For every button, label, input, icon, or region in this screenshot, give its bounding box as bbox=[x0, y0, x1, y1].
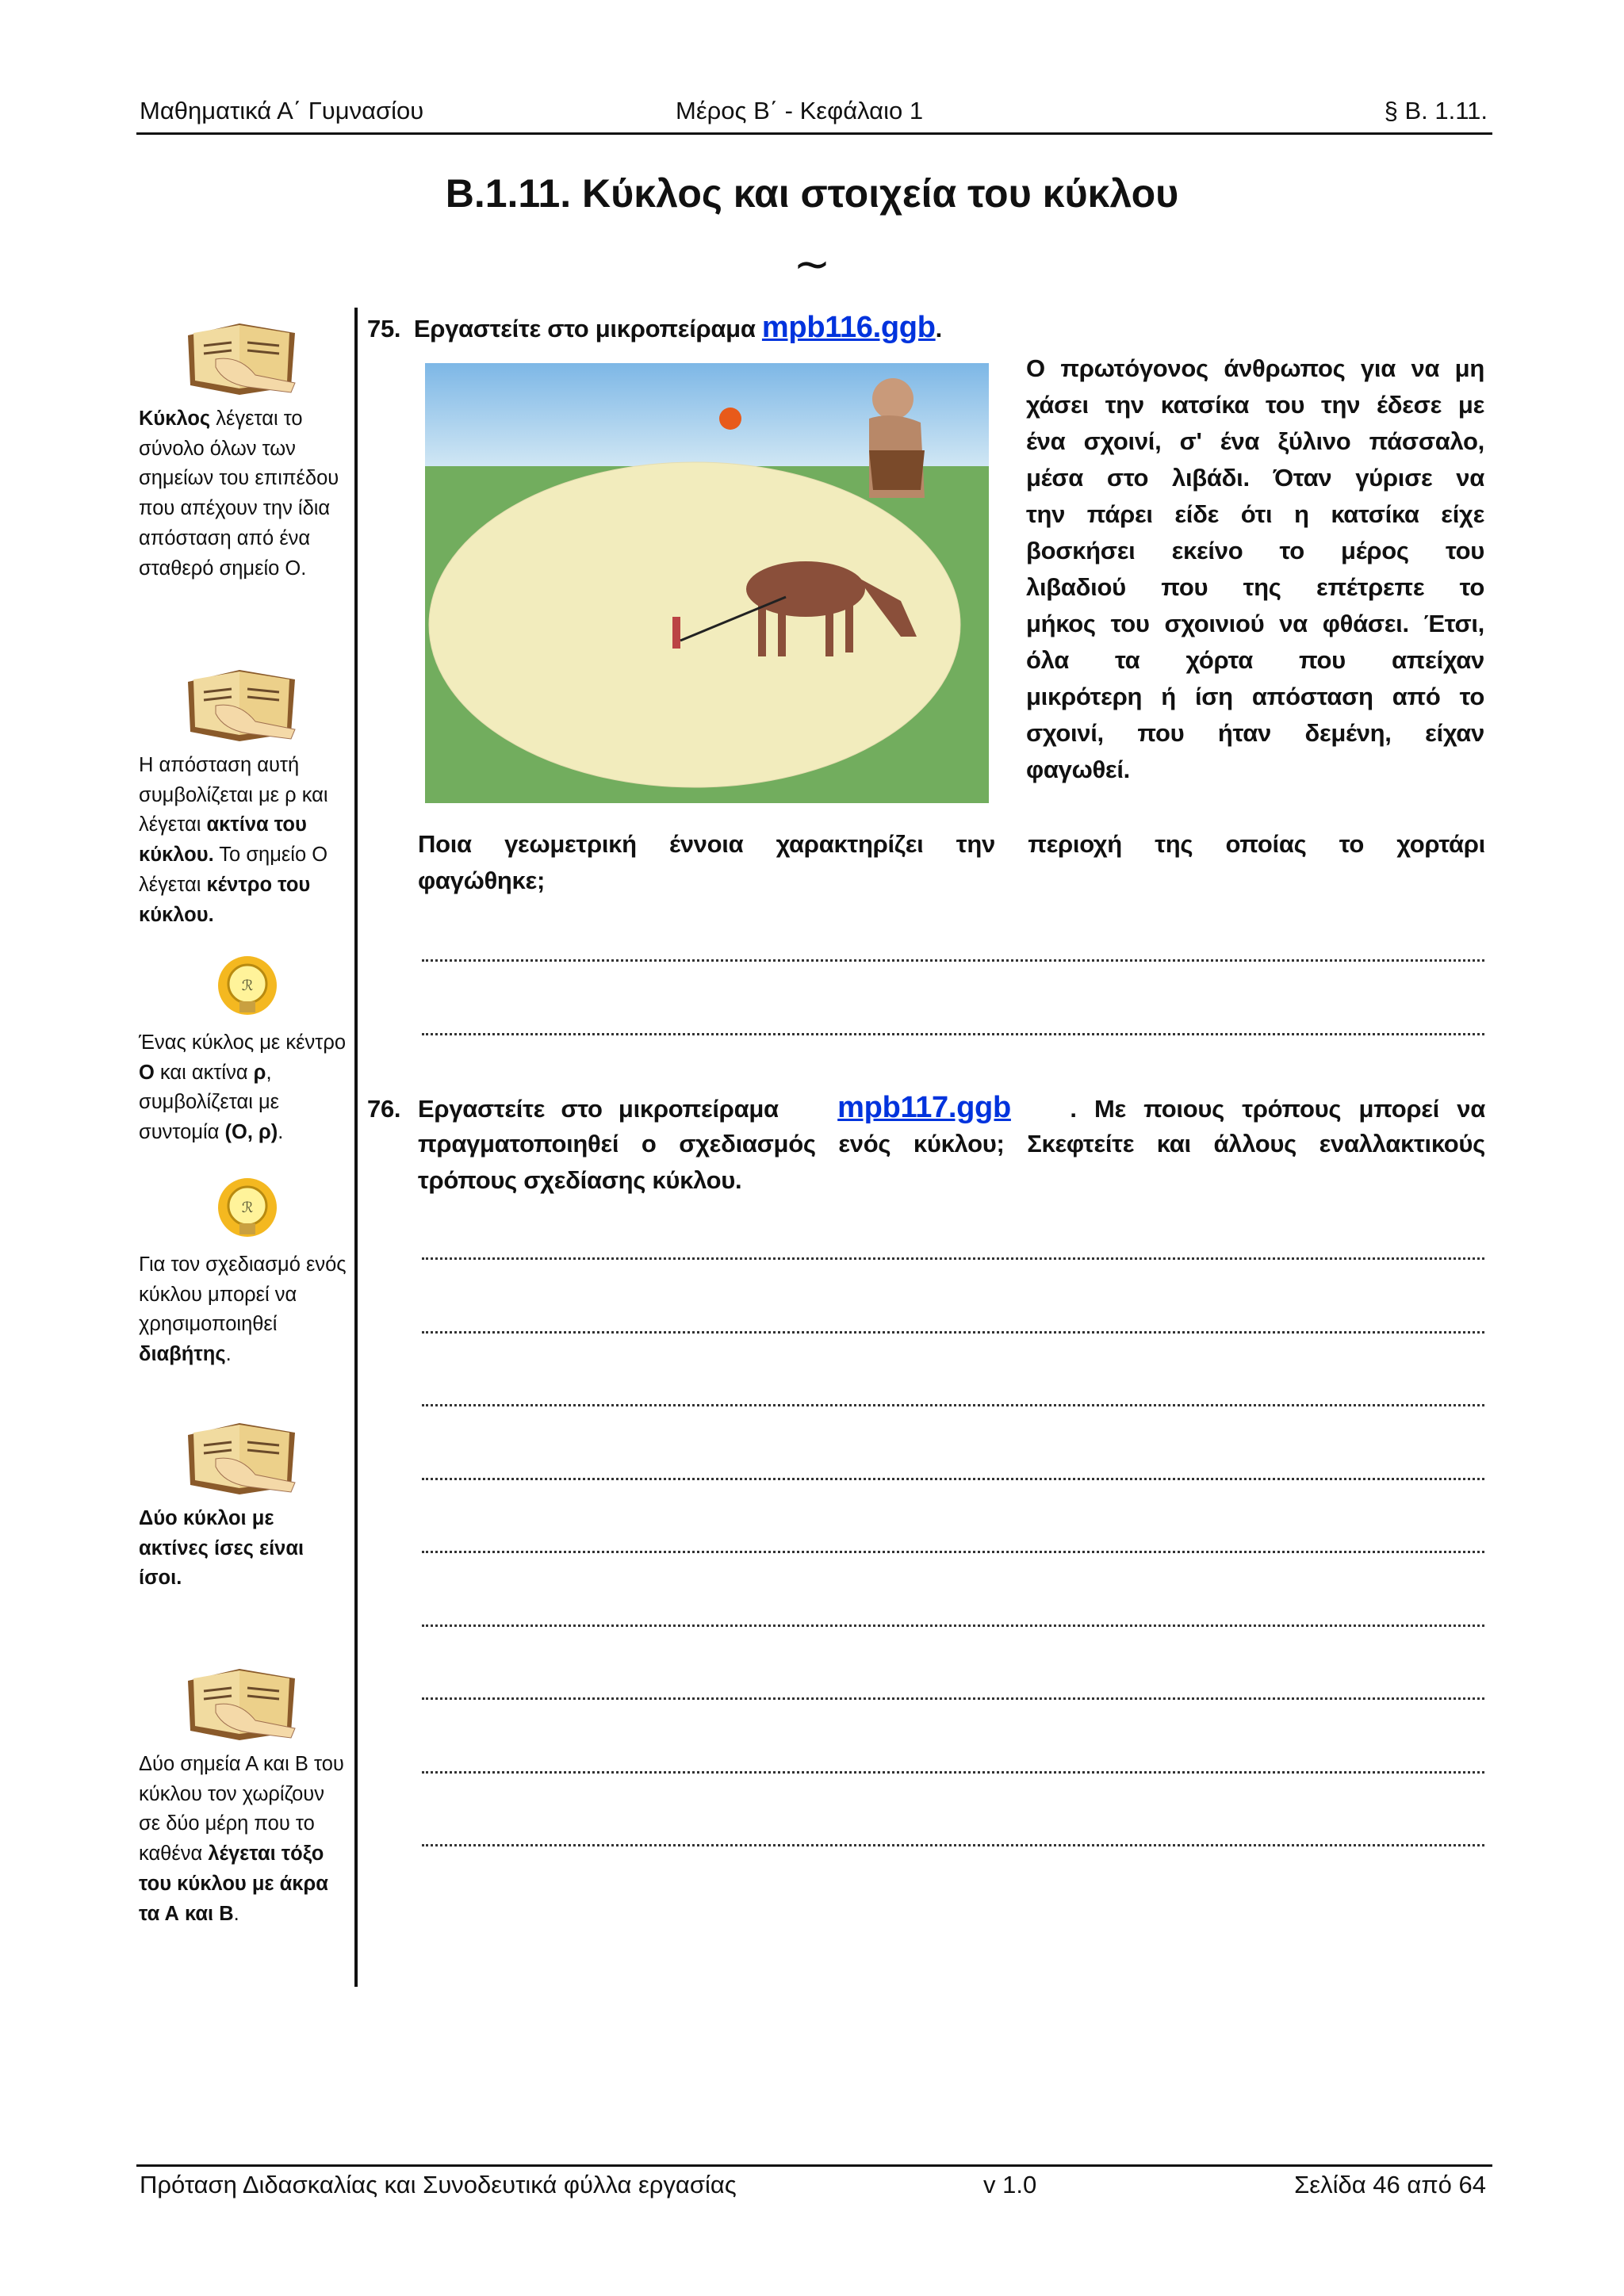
note-bold-text: κέντρο του κύκλου. bbox=[139, 873, 311, 926]
story-line: μικρότερη ή ίση απόσταση από το bbox=[1026, 683, 1484, 710]
story-line: Ο πρωτόγονος άνθρωπος για να μη bbox=[1026, 354, 1484, 382]
story-paragraph bbox=[1026, 350, 1484, 788]
header-left: Μαθηματικά Α΄ Γυμνασίου bbox=[140, 97, 424, 124]
answer-line[interactable] bbox=[422, 1257, 1484, 1260]
footer-rule bbox=[136, 2164, 1492, 2167]
svg-text:ℛ: ℛ bbox=[241, 1200, 254, 1215]
tilde-ornament: ∼ bbox=[793, 239, 831, 289]
sidebar-note bbox=[139, 404, 347, 584]
sidebar-note bbox=[139, 751, 347, 930]
answer-line[interactable] bbox=[422, 959, 1484, 962]
note-text: λέγεται το σύνολο όλων των σημείων του επιπέδου που απέχουν την ίδια απόσταση από ένα σταθερό σημείο Ο. bbox=[139, 408, 339, 580]
note-text: και ακτίνα bbox=[154, 1061, 254, 1084]
question-line: τρόπους σχεδίασης κύκλου. bbox=[418, 1166, 742, 1194]
footer-left: Πρόταση Διδασκαλίας και Συνοδευτικά φύλλα εργασίας bbox=[140, 2171, 737, 2198]
question-line: πραγματοποιηθεί ο σχεδιασμός ενός κύκλου; Σκεφτείτε και άλλους εναλλακτικούς bbox=[418, 1130, 1485, 1158]
eaten-circle bbox=[429, 462, 960, 787]
answer-line[interactable] bbox=[422, 1624, 1484, 1627]
answer-line[interactable] bbox=[422, 1697, 1484, 1700]
note-bold-text: ακτίνα του κύκλου. bbox=[139, 813, 307, 867]
note-text: Η απόσταση αυτή συμβολίζεται με ρ και λέγεται bbox=[139, 754, 328, 836]
stake bbox=[672, 617, 680, 649]
punctuation: . bbox=[935, 315, 942, 342]
sidebar-note bbox=[139, 1250, 347, 1370]
story-line: όλα τα χόρτα που απείχαν bbox=[1026, 646, 1484, 674]
note-bold-text: (Ο, ρ) bbox=[224, 1121, 278, 1144]
story-line: την πάρει είδε ότι η κατσίκα είχε bbox=[1026, 500, 1484, 528]
book-icon bbox=[184, 316, 299, 403]
answer-line[interactable] bbox=[422, 1844, 1484, 1846]
question-text-continued: . Με ποιους τρόπους μπορεί να bbox=[1070, 1095, 1485, 1123]
goat-illustration bbox=[425, 363, 989, 803]
story-line: φαγωθεί. bbox=[1026, 756, 1130, 783]
question-number: 76. bbox=[367, 1095, 401, 1123]
book-icon bbox=[184, 1415, 299, 1502]
header-center: Μέρος Β΄ - Κεφάλαιο 1 bbox=[676, 97, 924, 124]
note-text: Δύο σημεία Α και Β του κύκλου τον χωρίζουν σε δύο μέρη που το καθένα bbox=[139, 1753, 344, 1866]
question-number: 75. bbox=[367, 315, 401, 342]
story-line: λιβαδιού που της επέτρεπε το bbox=[1026, 573, 1484, 601]
lightbulb-icon bbox=[216, 955, 279, 1031]
story-line: ένα σχοινί, σ' ένα ξύλινο πάσσαλο, bbox=[1026, 427, 1484, 455]
question-line: Ποια γεωμετρική έννοια χαρακτηρίζει την περιοχή της οποίας το χορτάρι bbox=[418, 830, 1485, 858]
note-text: . bbox=[278, 1121, 284, 1144]
story-line: βοσκήσει εκείνο το μέρος του bbox=[1026, 537, 1484, 564]
answer-line[interactable] bbox=[422, 1551, 1484, 1553]
answer-line[interactable] bbox=[422, 1478, 1484, 1480]
mpb116-link[interactable]: mpb116.ggb bbox=[761, 311, 936, 344]
question-75-prompt bbox=[418, 826, 1485, 899]
answer-line[interactable] bbox=[422, 1331, 1484, 1334]
sidebar-note bbox=[139, 1028, 347, 1148]
sidebar-note bbox=[139, 1504, 347, 1594]
note-bold-text: λέγεται τόξο του κύκλου με άκρα τα Α και Β bbox=[139, 1843, 328, 1925]
footer-right: Σελίδα 46 από 64 bbox=[1294, 2171, 1486, 2198]
note-text: , συμβολίζεται με συντομία bbox=[139, 1061, 280, 1144]
note-bold-text: ρ bbox=[253, 1061, 266, 1084]
answer-line[interactable] bbox=[422, 1033, 1484, 1035]
note-bold-text: Δύο κύκλοι με ακτίνες ίσες είναι ίσοι. bbox=[139, 1507, 304, 1590]
question-text: Εργαστείτε στο μικροπείραμα bbox=[413, 315, 756, 342]
question-text: Εργαστείτε στο μικροπείραμα bbox=[418, 1095, 779, 1123]
book-icon bbox=[184, 662, 299, 749]
note-text: . bbox=[233, 1902, 239, 1925]
sun-icon bbox=[719, 408, 741, 430]
story-line: μήκος του σχοινιού να φθάσει. Έτσι, bbox=[1026, 610, 1484, 637]
book-icon bbox=[184, 1661, 299, 1748]
sidebar-note bbox=[139, 1750, 347, 1929]
footer-center: v 1.0 bbox=[983, 2171, 1037, 2198]
mpb117-link[interactable]: mpb117.ggb bbox=[837, 1091, 1011, 1124]
note-text: . bbox=[225, 1343, 232, 1366]
story-line: χάσει την κατσίκα του την έδεσε με bbox=[1026, 391, 1484, 419]
header-right: § Β. 1.11. bbox=[1384, 97, 1488, 124]
question-line: φαγώθηκε; bbox=[418, 867, 545, 894]
header-rule bbox=[136, 132, 1492, 135]
note-bold-text: διαβήτης bbox=[139, 1343, 226, 1366]
answer-line[interactable] bbox=[422, 1404, 1484, 1406]
answer-line[interactable] bbox=[422, 1771, 1484, 1774]
question-76-heading bbox=[367, 1089, 1485, 1199]
page-title: Β.1.11. Κύκλος και στοιχεία του κύκλου bbox=[445, 171, 1179, 216]
question-75-heading bbox=[367, 311, 942, 345]
note-bold-text: Ο bbox=[139, 1061, 155, 1084]
story-line: μέσα στο λιβάδι. Όταν γύρισε να bbox=[1026, 464, 1484, 492]
story-line: σχοινί, που ήταν δεμένη, είχαν bbox=[1026, 719, 1484, 747]
note-text: Το σημείο Ο λέγεται bbox=[139, 844, 328, 896]
lightbulb-icon bbox=[216, 1177, 279, 1253]
note-bold-text: Κύκλος bbox=[139, 408, 211, 430]
svg-text:ℛ: ℛ bbox=[241, 978, 254, 993]
note-text: Ένας κύκλος με κέντρο bbox=[139, 1031, 347, 1054]
note-text: Για τον σχεδιασμό ενός κύκλου μπορεί να χρησιμοποιηθεί bbox=[139, 1253, 347, 1336]
sidebar-divider bbox=[354, 308, 358, 1987]
